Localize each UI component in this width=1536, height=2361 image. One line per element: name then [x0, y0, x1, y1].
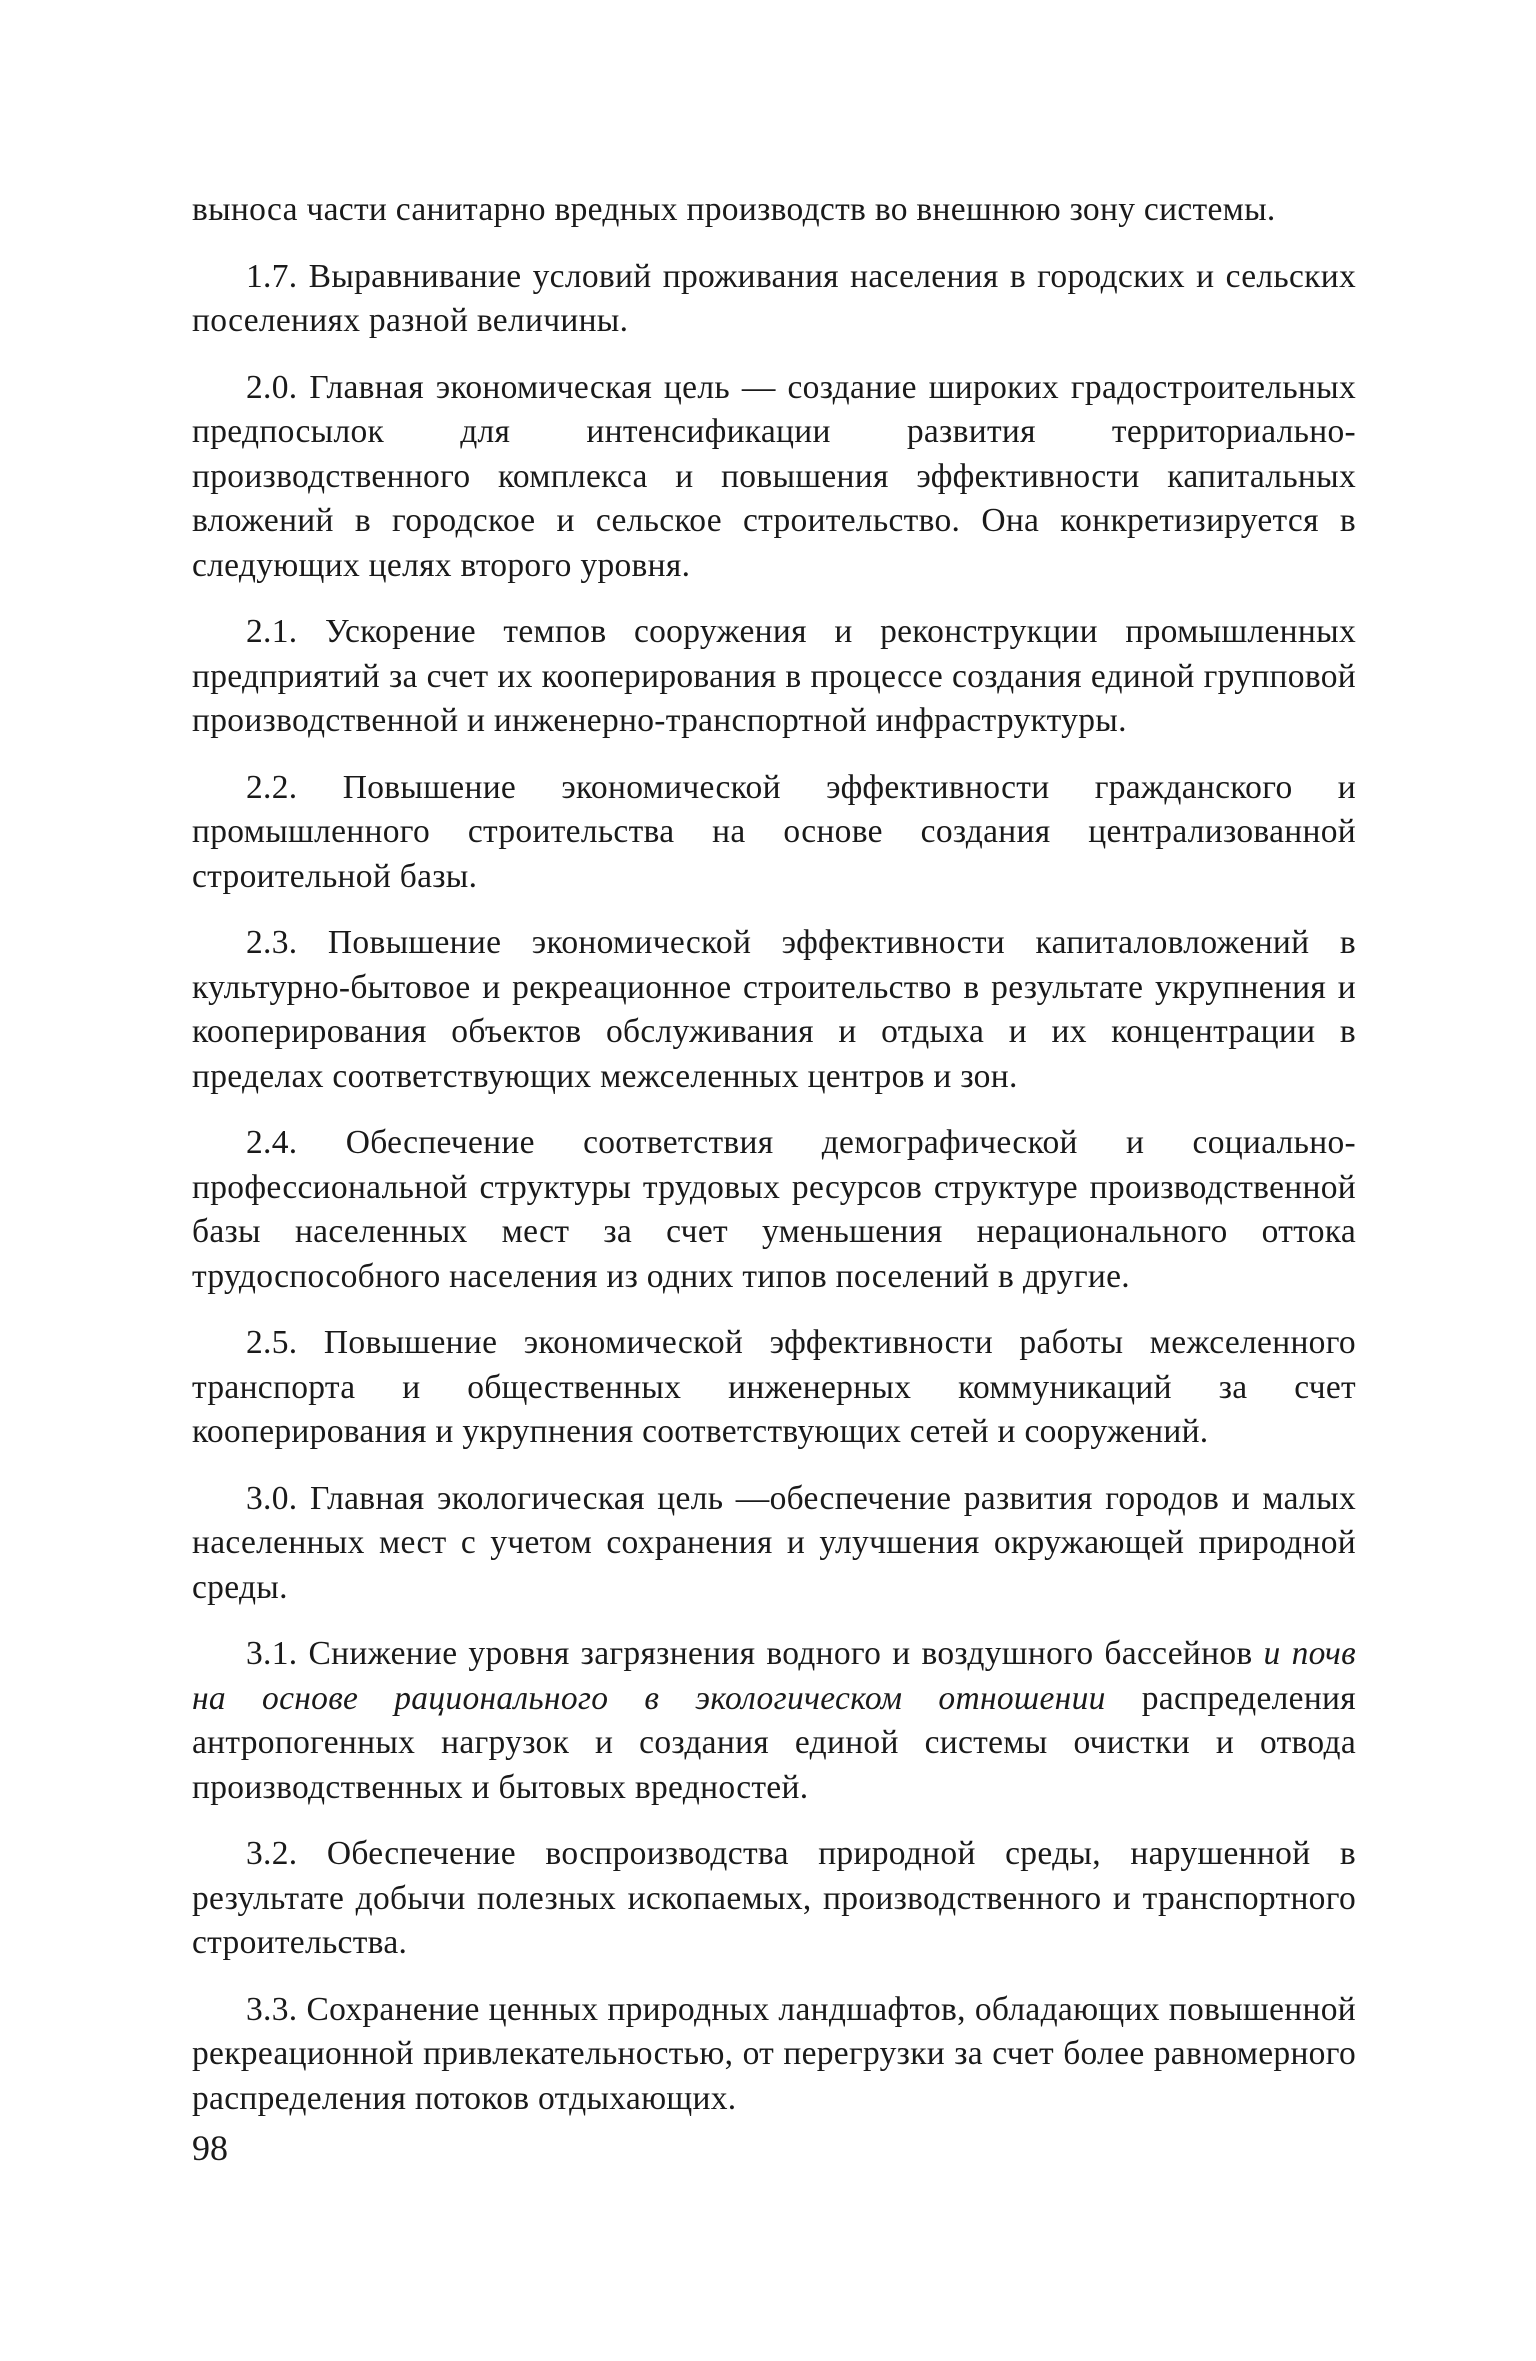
- paragraph-2-0: 2.0. Главная экономическая цель — создание широких градостроительных предпосылок для интенсификации развития территориально-производственного комплекса и повышения эффективности капитальных вложений в городское и сельское строительство. Она конкретизируется в следующих целях второго уровня.: [192, 368, 1356, 584]
- document-page: [192, 188, 1356, 2143]
- paragraph-2-3: 2.3. Повышение экономической эффективности капиталовложений в культурно-бытовое и рекреационное строительство в результате укрупнения и кооперирования объектов обслуживания и отдыха и их концентрации в пределах соответствующих межселенных центров и зон.: [192, 924, 1356, 1095]
- paragraph-3-1-part-a: 3.1. Снижение уровня загрязнения водного и воздушного бассейнов: [246, 1635, 1264, 1672]
- paragraph-3-0: 3.0. Главная экологическая цель —обеспечение развития городов и малых населенных мест с учетом сохранения и улучшения окружающей природной среды.: [192, 1479, 1356, 1606]
- paragraph-3-2: 3.2. Обеспечение воспроизводства природной среды, нарушенной в результате добычи полезных ископаемых, производственного и транспортного строительства.: [192, 1835, 1356, 1961]
- paragraph-2-4: 2.4. Обеспечение соответствия демографической и социально-профессиональной структуры трудовых ресурсов структуре производственной базы населенных мест за счет уменьшения нерационального оттока трудоспособного населения из одних типов поселений в другие.: [192, 1124, 1356, 1295]
- paragraph-continuation: выноса части санитарно вредных производств во внешнюю зону системы.: [192, 191, 1276, 228]
- paragraph-3-1-part-b: распределения антропогенных нагрузок и создания единой системы очистки и отвода производственных и бытовых вредностей.: [192, 1679, 1356, 1806]
- paragraph-1-7: 1.7. Выравнивание условий проживания населения в городских и сельских поселениях разной величины.: [192, 257, 1356, 339]
- paragraph-2-2: 2.2. Повышение экономической эффективности гражданского и промышленного строительства на основе создания централизованной строительной базы.: [192, 768, 1356, 895]
- paragraph-2-1: 2.1. Ускорение темпов сооружения и реконструкции промышленных предприятий за счет их кооперирования в процессе создания единой групповой производственной и инженерно-транспортной инфраструктуры.: [192, 613, 1356, 739]
- page-number: 98: [192, 2128, 228, 2168]
- paragraph-3-1: [192, 1632, 1356, 1810]
- paragraph-3-3: 3.3. Сохранение ценных природных ландшафтов, обладающих повышенной рекреационной привлекательностью, от перегрузки за счет более равномерного распределения потоков отдыхающих.: [192, 1990, 1356, 2117]
- paragraph-3-1-italic: и почв на основе рационального в экологическом отношении: [192, 1635, 1356, 1717]
- paragraph-2-5: 2.5. Повышение экономической эффективности работы межселенного транспорта и общественных инженерных коммуникаций за счет кооперирования и укрупнения соответствующих сетей и сооружений.: [192, 1324, 1356, 1450]
